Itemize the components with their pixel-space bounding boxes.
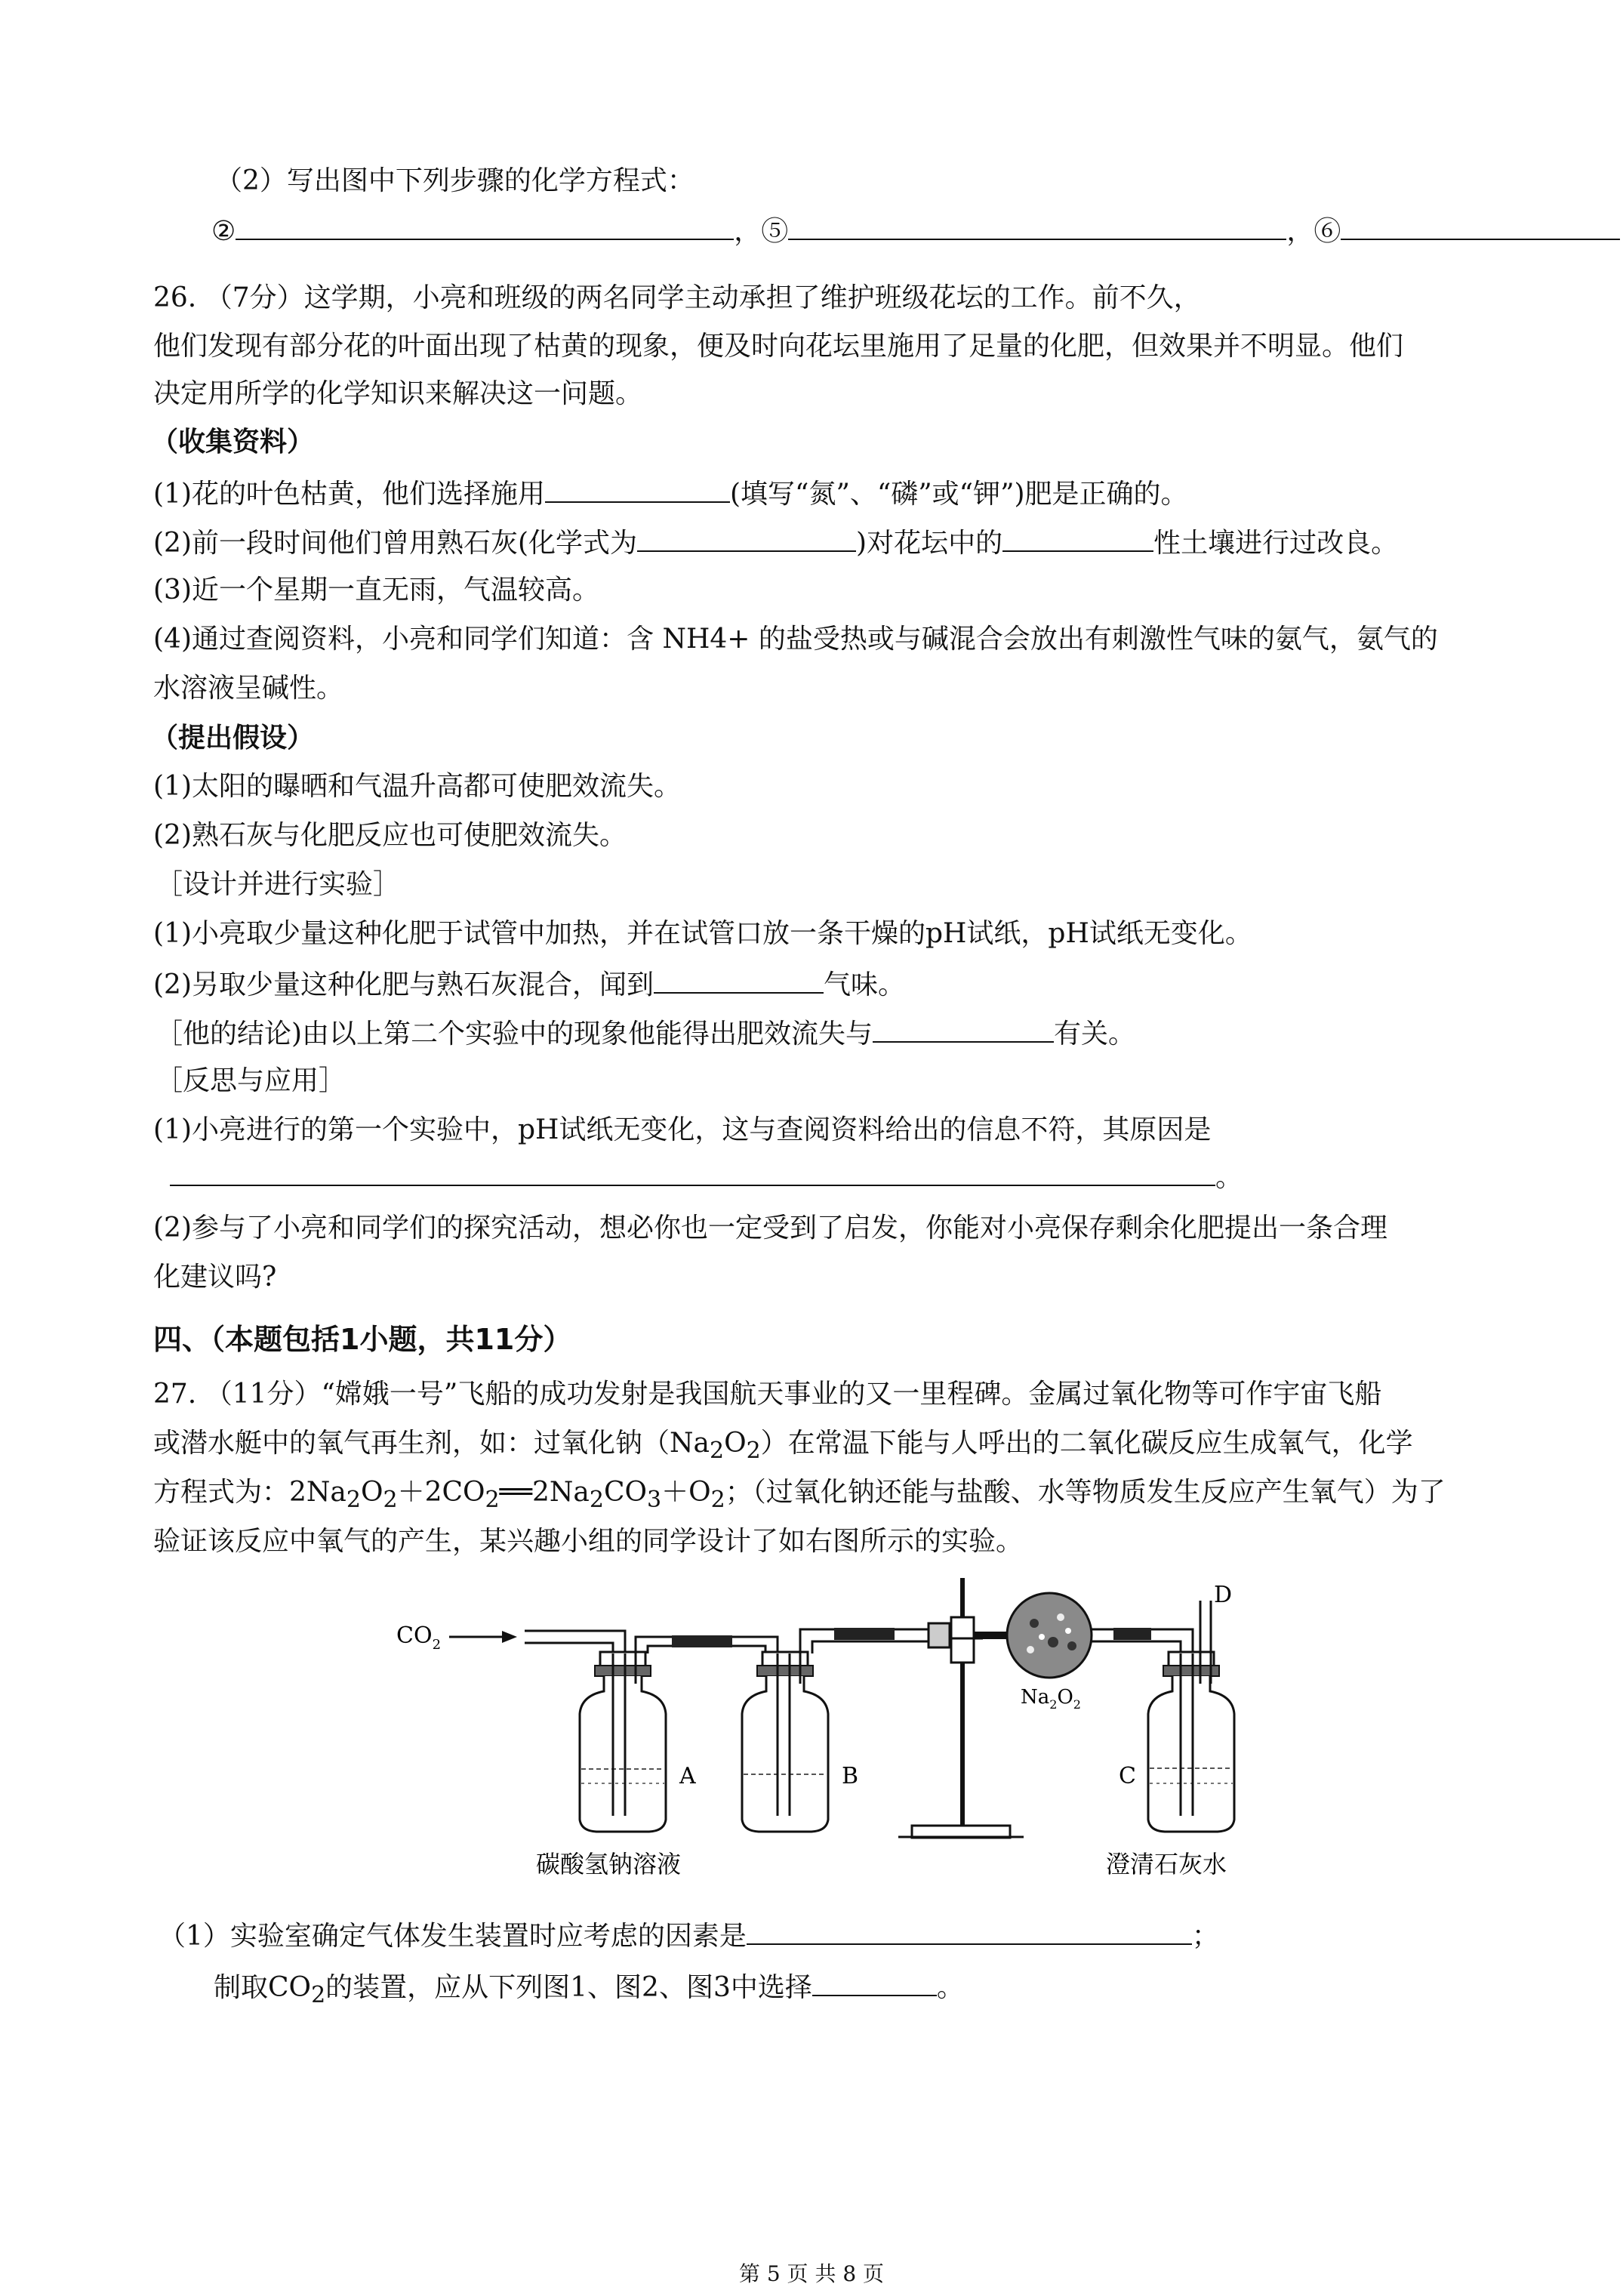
caption-a: 碳酸氢钠溶液: [536, 1850, 682, 1878]
reflection-1-answer: 。: [170, 1159, 1243, 1194]
page-footer: 第 5 页 共 8 页: [738, 2261, 885, 2286]
reflection-1: (1)小亮进行的第一个实验中，pH试纸无变化，这与查阅资料给出的信息不符，其原因是: [153, 1114, 1212, 1145]
label-b: B: [842, 1763, 859, 1789]
reflection-2b: 化建议吗?: [153, 1262, 277, 1293]
collect-title: （收集资料）: [151, 426, 315, 458]
q27-line-3: 方程式为：$2Na_2O_2+2CO_2══2Na_2CO_3+O_2$；（过氧化钠还能与盐酸、水等物质发生反应产生氧气）为了: [153, 1477, 1446, 1514]
hypothesis-2: (2)熟石灰与化肥反应也可使肥效流失。: [153, 820, 627, 851]
na2o2-bulb: [1007, 1593, 1092, 1678]
q27-line-2: 或潜水艇中的氧气再生剂，如：过氧化钠$(Na_2O_2)$在常温下能与人呼出的二氧化碳反应生成氧气，化学: [153, 1428, 1413, 1465]
q25-part2: （2）写出图中下列步骤的化学方程式：: [215, 165, 694, 196]
collect-1: (1)花的叶色枯黄，他们选择施用 (填写“氮”、“磷”或“钾”)肥是正确的。: [153, 476, 1188, 511]
bottle-a: [580, 1652, 666, 1832]
experiment-1: (1)小亮取少量这种化肥于试管中加热，并在试管口放一条干燥的pH试纸，pH试纸无变化。: [153, 918, 1252, 949]
bottle-c: [1148, 1601, 1234, 1832]
q26-intro-1: 26. （7分）这学期，小亮和班级的两名同学主动承担了维护班级花坛的工作。前不久，: [153, 282, 1201, 313]
co2-label: $CO_2$: [396, 1623, 442, 1653]
soil-type-blank[interactable]: [1002, 525, 1153, 552]
step5-marker: ⑤: [761, 216, 789, 247]
apparatus-choice-blank[interactable]: [812, 1969, 937, 1996]
collect-3: (3)近一个星期一直无雨，气温较高。: [153, 575, 599, 606]
label-c: C: [1119, 1763, 1136, 1789]
reason-blank[interactable]: [170, 1159, 1215, 1186]
step6-blank[interactable]: [1341, 213, 1620, 240]
q27-line-4: 验证该反应中氧气的产生，某兴趣小组的同学设计了如右图所示的实验。: [153, 1526, 1024, 1557]
iron-stand: [898, 1578, 1024, 1838]
conclusion: ［他的结论)由以上第二个实验中的现象他能得出肥效流失与 有关。: [156, 1015, 1135, 1051]
experiment-2: (2)另取少量这种化肥与熟石灰混合，闻到 气味。: [153, 966, 905, 1002]
collect-4b: 水溶液呈碱性。: [153, 673, 344, 704]
q27-part1b: 制取$CO_2$的装置，应从下列图1、图2、图3中选择 。: [214, 1969, 964, 2012]
hypothesis-1: (1)太阳的曝晒和气温升高都可使肥效流失。: [153, 771, 681, 802]
collect-4a: (4)通过查阅资料，小亮和同学们知道：含 NH4+ 的盐受热或与碱混合会放出有刺激性气味的氨气，氨气的: [153, 624, 1438, 655]
q25-equations: ② ，⑤ ，⑥: [211, 213, 1620, 248]
bottle-b: [742, 1652, 828, 1832]
na2o2-label: $Na_2O_2$: [1021, 1686, 1081, 1712]
label-a: A: [679, 1763, 696, 1789]
step2-blank[interactable]: [236, 213, 734, 240]
q27-line-1: 27. （11分）“嫦娥一号”飞船的成功发射是我国航天事业的又一里程碑。金属过氧化物等可作宇宙飞船: [153, 1379, 1382, 1410]
step6-marker: ⑥: [1313, 216, 1341, 247]
step2-marker: ②: [211, 216, 236, 247]
fertilizer-blank[interactable]: [545, 476, 730, 503]
hypothesis-title: （提出假设）: [151, 722, 315, 754]
smell-blank[interactable]: [654, 966, 824, 994]
label-d: D: [1214, 1582, 1233, 1608]
apparatus-figure: [370, 1570, 1268, 1880]
experiment-title: ［设计并进行实验］: [156, 869, 401, 900]
caption-c: 澄清石灰水: [1106, 1850, 1227, 1878]
q26-intro-2: 他们发现有部分花的叶面出现了枯黄的现象，便及时向花坛里施用了足量的化肥，但效果并不明显。他们: [153, 331, 1404, 362]
section-4-heading: 四、（本题包括1小题，共11分）: [153, 1323, 572, 1356]
reflection-title: ［反思与应用］: [156, 1065, 346, 1096]
q27-part1: （1）实验室确定气体发生装置时应考虑的因素是 ；: [159, 1918, 1219, 1953]
conclusion-blank[interactable]: [873, 1015, 1054, 1043]
collect-2: (2)前一段时间他们曾用熟石灰(化学式为 )对花坛中的 性土壤进行过改良。: [153, 525, 1398, 560]
step5-blank[interactable]: [788, 213, 1286, 240]
q26-intro-3: 决定用所学的化学知识来解决这一问题。: [153, 378, 643, 409]
formula-blank[interactable]: [637, 525, 856, 552]
factors-blank[interactable]: [747, 1918, 1192, 1945]
reflection-2a: (2)参与了小亮和同学们的探究活动，想必你也一定受到了启发，你能对小亮保存剩余化肥提出一条合理: [153, 1213, 1387, 1244]
